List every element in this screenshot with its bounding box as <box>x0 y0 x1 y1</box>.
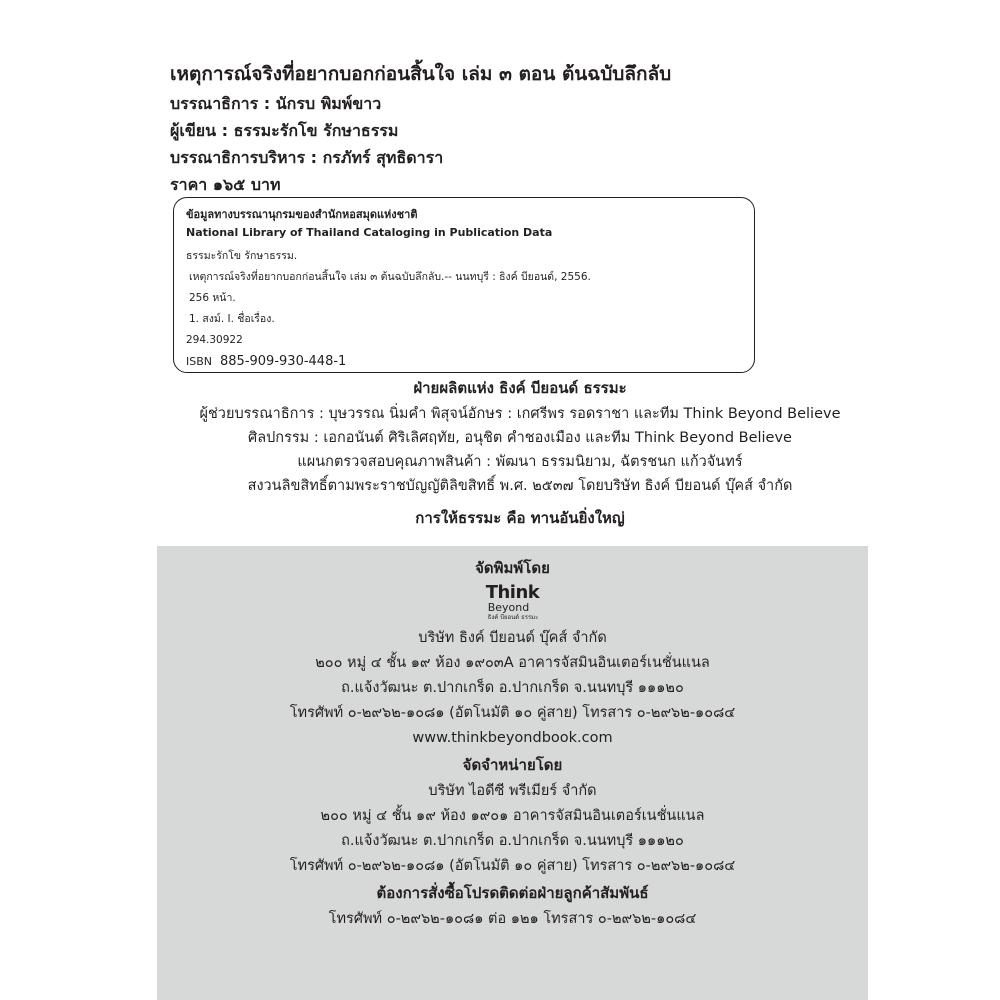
motto-line: การให้ธรรมะ คือ ทานอันยิ่งใหญ่ <box>415 509 625 527</box>
book-info <box>170 58 870 198</box>
isbn-label: ISBN <box>186 355 213 368</box>
assistant-editors-line: ผู้ช่วยบรรณาธิการ : บุษวรรณ นิ่มคำ พิสุจน์อักษร : เกศรีพร รอดราชา และทีม Think Beyond Believe <box>199 406 841 422</box>
production-heading: ฝ่ายผลิตแห่ง ธิงค์ บียอนด์ ธรรมะ <box>413 379 627 397</box>
quality-line: แผนกตรวจสอบคุณภาพสินค้า : พัฒนา ธรรมนิยาม, ฉัตรชนก แก้วจันทร์ <box>297 454 743 470</box>
cip-heading-thai: ข้อมูลทางบรรณานุกรมของสำนักหอสมุดแห่งชาติ <box>186 208 418 221</box>
author-line: ผู้เขียน : ธรรมะรักโข รักษาธรรม <box>170 121 399 140</box>
art-line: ศิลปกรรม : เอกอนันต์ ศิริเลิศฤทัย, อนุชิต คำชองเมือง และทีม Think Beyond Believe <box>248 430 792 446</box>
distributor-address-2: ถ.แจ้งวัฒนะ ต.ปากเกร็ด อ.ปากเกร็ด จ.นนทบุรี ๑๑๑๒๐ <box>341 833 684 849</box>
managing-editor-line: บรรณาธิการบริหาร : กรภัทร์ สุทธิดารา <box>170 148 444 167</box>
publisher-company: บริษัท ธิงค์ บียอนด์ บุ๊คส์ จำกัด <box>418 630 607 646</box>
copyright-line: สงวนลิขสิทธิ์ตามพระราชบัญญัติลิขสิทธิ์ พ.ศ. ๒๕๓๗ โดยบริษัท ธิงค์ บียอนด์ บุ๊คส์ จำกัด <box>247 478 793 494</box>
cataloging-data-box <box>173 197 755 373</box>
publisher-panel <box>157 546 868 1000</box>
logo-sub-text: ธิงค์ บียอนด์ ธรรมะ <box>487 614 539 621</box>
cip-classification: 294.30922 <box>186 334 243 346</box>
logo-beyond-text: Beyond <box>487 601 530 614</box>
price-line: ราคา ๑๖๕ บาท <box>170 175 281 194</box>
cip-author-entry: ธรรมะรักโข รักษาธรรม. <box>186 250 298 262</box>
distributor-address-1: ๒๐๐ หมู่ ๔ ชั้น ๑๙ ห้อง ๑๙๐๑ อาคารจัสมินอินเตอร์เนชั่นแนล <box>320 808 705 824</box>
publisher-website: www.thinkbeyondbook.com <box>412 730 613 746</box>
production-credits <box>170 374 870 532</box>
cip-isbn <box>186 351 742 373</box>
orders-phone: โทรศัพท์ ๐-๒๙๖๒-๑๐๘๑ ต่อ ๑๒๑ โทรสาร ๐-๒๙๖๒-๑๐๘๔ <box>328 911 697 927</box>
publisher-heading: จัดพิมพ์โดย <box>475 559 550 577</box>
distributor-company: บริษัท ไอดีซี พรีเมียร์ จำกัด <box>428 783 597 799</box>
logo-think-text: Think <box>485 582 540 603</box>
think-beyond-logo <box>486 584 540 622</box>
editor-line: บรรณาธิการ : นักรบ พิมพ์ขาว <box>170 94 382 113</box>
cip-pages: 256 หน้า. <box>189 292 236 304</box>
orders-heading: ต้องการสั่งซื้อโปรดติดต่อฝ่ายลูกค้าสัมพันธ์ <box>376 884 649 902</box>
isbn-value: 885-909-930-448-1 <box>220 354 347 369</box>
publisher-address-1: ๒๐๐ หมู่ ๔ ชั้น ๑๙ ห้อง ๑๙๐๓A อาคารจัสมินอินเตอร์เนชั่นแนล <box>315 655 710 671</box>
book-title: เหตุการณ์จริงที่อยากบอกก่อนสิ้นใจ เล่ม ๓ ตอน ต้นฉบับลึกลับ <box>170 63 672 85</box>
cip-title-entry: เหตุการณ์จริงที่อยากบอกก่อนสิ้นใจ เล่ม ๓ ต้นฉบับลึกลับ.-- นนทบุรี : ธิงค์ บียอนด์, 2556. <box>189 271 591 283</box>
publisher-address-2: ถ.แจ้งวัฒนะ ต.ปากเกร็ด อ.ปากเกร็ด จ.นนทบุรี ๑๑๑๒๐ <box>341 680 684 696</box>
distributor-heading: จัดจำหน่ายโดย <box>462 756 563 774</box>
publisher-phone: โทรศัพท์ ๐-๒๙๖๒-๑๐๘๑ (อัตโนมัติ ๑๐ คู่สาย) โทรสาร ๐-๒๙๖๒-๑๐๘๔ <box>289 705 736 721</box>
distributor-phone: โทรศัพท์ ๐-๒๙๖๒-๑๐๘๑ (อัตโนมัติ ๑๐ คู่สาย) โทรสาร ๐-๒๙๖๒-๑๐๘๔ <box>289 858 736 874</box>
cip-heading-english: National Library of Thailand Cataloging in Publication Data <box>186 226 553 239</box>
cip-subjects: 1. สงม์. I. ชื่อเรื่อง. <box>189 313 275 325</box>
